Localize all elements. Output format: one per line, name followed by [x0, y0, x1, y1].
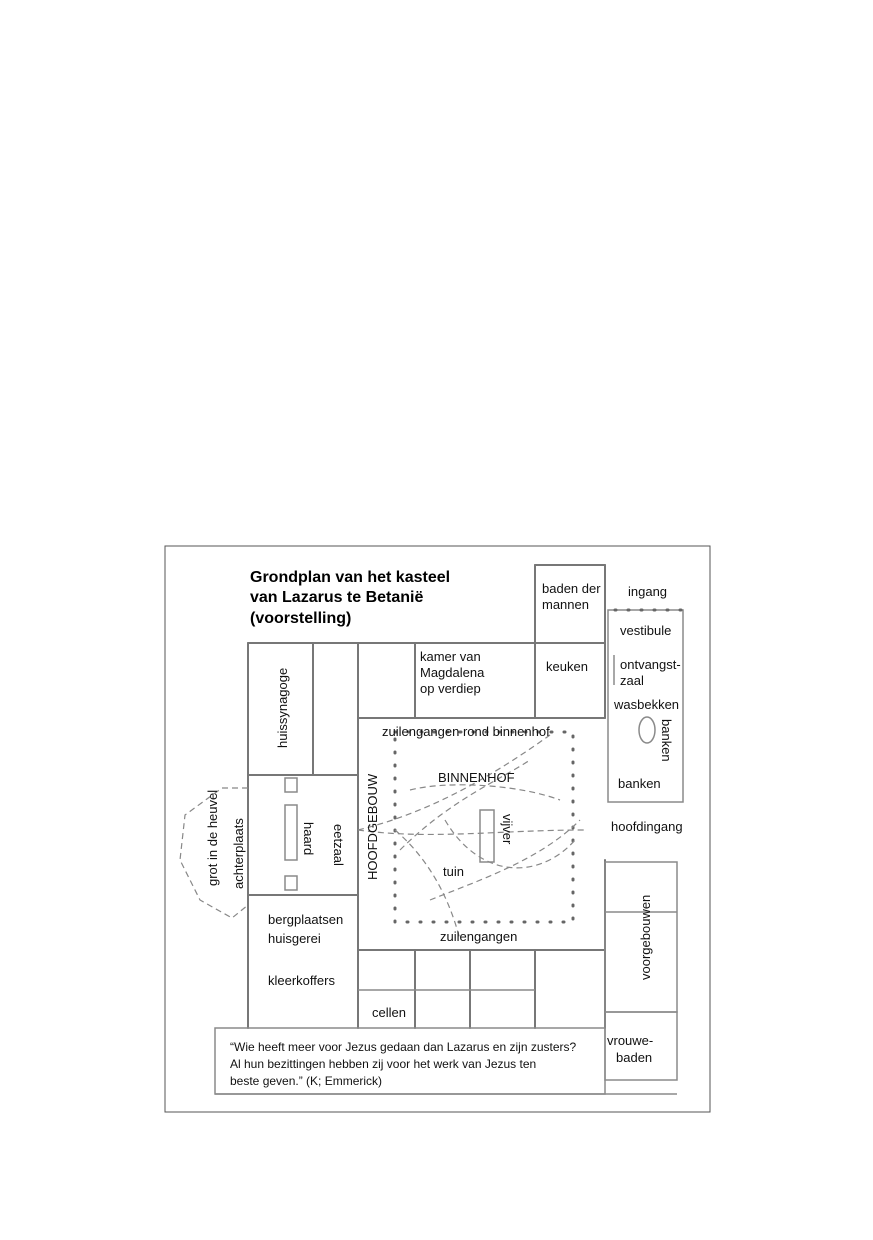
- label-kamer-2: Magdalena: [420, 665, 485, 680]
- quote-line-2: Al hun bezittingen hebben zij voor het werk van Jezus ten: [230, 1057, 537, 1071]
- label-vrouwebaden-2: baden: [616, 1050, 653, 1065]
- label-ontvangstzaal-2: zaal: [620, 673, 644, 688]
- colonnade-dots: [395, 732, 573, 922]
- label-ontvangstzaal-1: ontvangst-: [620, 657, 681, 672]
- label-ingang: ingang: [628, 584, 668, 599]
- label-voorgebouwen: voorgebouwen: [638, 894, 653, 980]
- label-banken: banken: [618, 776, 661, 791]
- label-hoofdingang: hoofdingang: [611, 819, 683, 834]
- label-vestibule: vestibule: [620, 623, 672, 638]
- label-bergplaatsen-1: bergplaatsen: [268, 912, 344, 927]
- label-zuilengangen-rond: zuilengangen rond binnenhof: [382, 724, 550, 739]
- label-haard: haard: [301, 822, 316, 856]
- label-baden-der-mannen-1: baden der: [542, 581, 601, 596]
- label-cellen: cellen: [372, 1005, 406, 1020]
- label-grot: grot in de heuvel: [205, 789, 220, 886]
- label-baden-der-mannen-2: mannen: [542, 597, 589, 612]
- garden-paths: [358, 735, 585, 940]
- label-tuin: tuin: [443, 864, 464, 879]
- title-line-3: (voorstelling): [250, 610, 352, 627]
- wash-basin-shape: [639, 717, 655, 743]
- label-hoofdgebouw: HOOFDGEBOUW: [365, 773, 380, 880]
- label-banken-vertical: banken: [659, 719, 674, 762]
- label-kamer-1: kamer van: [420, 649, 481, 664]
- label-kamer-3: op verdiep: [420, 681, 481, 696]
- label-binnenhof: BINNENHOF: [438, 770, 515, 785]
- title-line-1: Grondplan van het kasteel: [250, 569, 451, 586]
- label-achterplaats: achterplaats: [231, 818, 246, 889]
- label-eetzaal: eetzaal: [331, 824, 346, 866]
- pond-shape: [480, 810, 494, 862]
- label-bergplaatsen-2: huisgerei: [268, 931, 321, 946]
- quote-line-3: beste geven.” (K; Emmerick): [230, 1074, 383, 1088]
- label-kleerkoffers: kleerkoffers: [268, 973, 335, 988]
- title-line-2: van Lazarus te Betanië: [250, 589, 424, 606]
- label-vrouwebaden-1: vrouwe-: [607, 1033, 654, 1048]
- label-zuilengangen: zuilengangen: [440, 929, 518, 944]
- label-wasbekken: wasbekken: [614, 697, 680, 712]
- label-huissynagoge: huissynagoge: [275, 667, 290, 748]
- label-vijver: vijver: [500, 814, 515, 845]
- label-keuken: keuken: [546, 659, 588, 674]
- quote-line-1: “Wie heeft meer voor Jezus gedaan dan Lazarus en zijn zusters?: [230, 1040, 577, 1054]
